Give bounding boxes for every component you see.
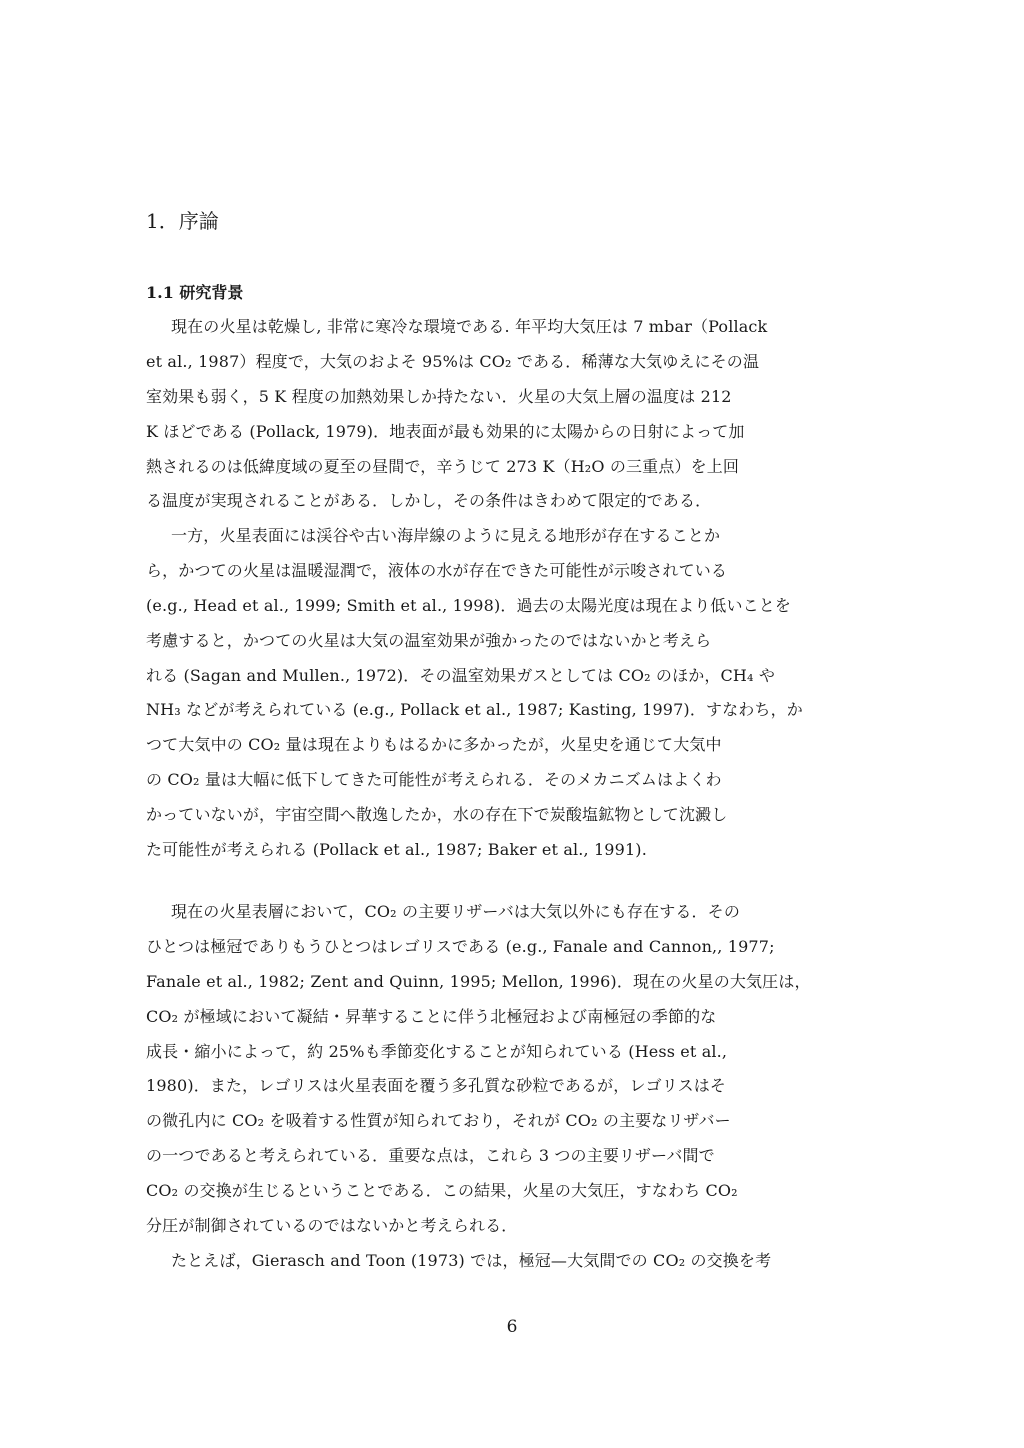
paragraph-1 bbox=[146, 310, 878, 519]
paragraph-line: 熱されるのは低緯度域の夏至の昼間で，辛うじて 273 K（H₂O の三重点）を上回 bbox=[146, 456, 740, 476]
paragraph-line: 分圧が制御されているのではないかと考えられる． bbox=[146, 1216, 518, 1236]
paragraph-line: ひとつは極冠でありもうひとつはレゴリスである (e.g., Fanale and Cannon,, 1977; bbox=[146, 936, 775, 956]
paragraph-line: 現在の火星は乾燥し, 非常に寒冷な環境である. 年平均大気圧は 7 mbar（Pollack bbox=[171, 317, 768, 336]
chapter-title: 1．序論 bbox=[146, 209, 219, 233]
section-title: 1.1 研究背景 bbox=[146, 283, 244, 302]
paragraph-line: K ほどである (Pollack, 1979)．地表面が最も効果的に太陽からの日射によって加 bbox=[146, 421, 745, 441]
paragraph-line: つて大気中の CO₂ 量は現在よりもはるかに多かったが，火星史を通じて大気中 bbox=[146, 735, 722, 755]
paragraph-line: る温度が実現されることがある．しかし，その条件はきわめて限定的である． bbox=[146, 491, 712, 511]
paragraph-line: の微孔内に CO₂ を吸着する性質が知られており，それが CO₂ の主要なリザバー bbox=[146, 1111, 731, 1131]
paragraph-line: かっていないが，宇宙空間へ散逸したか，水の存在下で炭酸塩鉱物として沈澱し bbox=[146, 805, 728, 825]
paragraph-line: の CO₂ 量は大幅に低下してきた可能性が考えられる．そのメカニズムはよくわ bbox=[146, 770, 722, 790]
paragraph-line: 室効果も弱く，5 K 程度の加熱効果しか持たない．火星の大気上層の温度は 212 bbox=[146, 386, 732, 406]
paragraph-line: たとえば，Gierasch and Toon (1973) では，極冠—大気間での CO₂ の交換を考 bbox=[171, 1251, 772, 1270]
paragraph-line: (e.g., Head et al., 1999; Smith et al., 1998)．過去の太陽光度は現在より低いことを bbox=[146, 595, 792, 615]
paragraph-3 bbox=[146, 895, 878, 1244]
paragraph-line: NH₃ などが考えられている (e.g., Pollack et al., 1987; Kasting, 1997)．すなわち，か bbox=[146, 700, 803, 720]
paragraph-line: ら，かつての火星は温暖湿潤で，液体の水が存在できた可能性が示唆されている bbox=[146, 560, 728, 580]
paragraph-line: 現在の火星表層において，CO₂ の主要リザーバは大気以外にも存在する．その bbox=[171, 902, 740, 921]
paragraph-2 bbox=[146, 519, 878, 868]
paragraph-line: et al., 1987）程度で，大気のおよそ 95%は CO₂ である．稀薄な大気ゆえにその温 bbox=[146, 351, 760, 371]
paragraph-line: Fanale et al., 1982; Zent and Quinn, 1995; Mellon, 1996)．現在の火星の大気圧は， bbox=[146, 971, 811, 991]
page-number: 6 bbox=[506, 1317, 518, 1337]
paragraph-line: CO₂ が極域において凝結・昇華することに伴う北極冠および南極冠の季節的な bbox=[146, 1006, 717, 1026]
paragraph-line: 成長・縮小によって，約 25%も季節変化することが知られている (Hess et al., bbox=[146, 1041, 728, 1061]
paragraph-line: の一つであると考えられている．重要な点は，これら 3 つの主要リザーバ間で bbox=[146, 1146, 715, 1166]
document-page bbox=[146, 0, 878, 1448]
paragraph-line: 考慮すると，かつての火星は大気の温室効果が強かったのではないかと考えら bbox=[146, 630, 712, 650]
paragraph-line: れる (Sagan and Mullen., 1972)．その温室効果ガスとしては CO₂ のほか，CH₄ や bbox=[146, 665, 775, 685]
paragraph-line: た可能性が考えられる (Pollack et al., 1987; Baker et al., 1991). bbox=[146, 840, 647, 860]
paragraph-line: 一方，火星表面には渓谷や古い海岸線のように見える地形が存在することか bbox=[171, 526, 721, 545]
paragraph-4 bbox=[146, 1244, 878, 1279]
paragraph-line: 1980)．また，レゴリスは火星表面を覆う多孔質な砂粒であるが，レゴリスはそ bbox=[146, 1076, 727, 1096]
paragraph-line: CO₂ の交換が生じるということである．この結果，火星の大気圧，すなわち CO₂ bbox=[146, 1181, 738, 1201]
